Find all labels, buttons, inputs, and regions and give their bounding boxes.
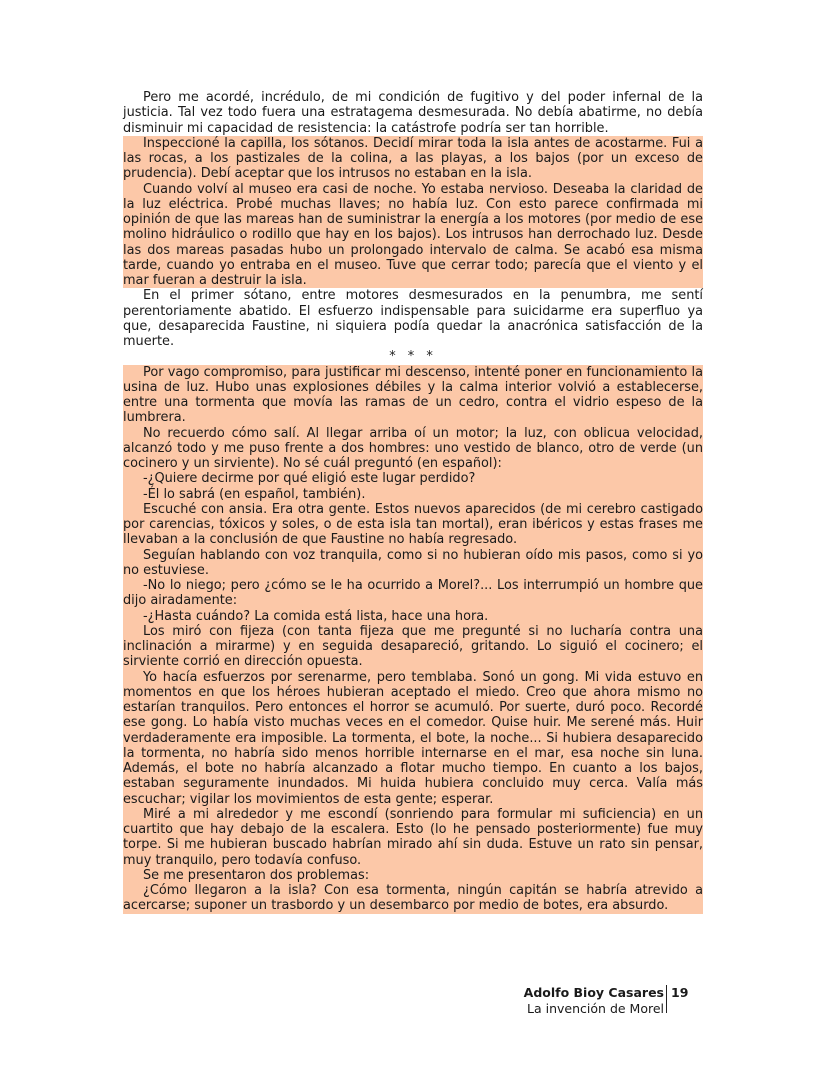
paragraph: -No lo niego; pero ¿cómo se le ha ocurrido a Morel?... Los interrumpió un hombre que dijo airadamente: [123,578,703,609]
paragraph: Yo hacía esfuerzos por serenarme, pero temblaba. Sonó un gong. Mi vida estuvo en momentos en que los héroes hubieran aceptado el miedo. Creo que ahora mismo no estarían tranquilos. Pero entonces el horror se acumuló. Por suerte, duró poco. Recordé ese gong. Lo había visto muchas veces en el comedor. Quise huir. Me serené más. Huir verdaderamente era imposible. La tormenta, el bote, la noche... Si hubiera desaparecido la tormenta, no habría sido menos horrible internarse en el mar, esa noche sin luna. Además, el bote no habría alcanzado a flotar mucho tiempo. En cuanto a los bajos, estaban seguramente inundados. Mi huida hubiera concluido muy cerca. Valía más escuchar; vigilar los movimientos de esta gente; esperar. [123,669,703,807]
paragraph: Por vago compromiso, para justificar mi descenso, intenté poner en funcionamiento la usina de luz. Hubo unas explosiones débiles y la calma interior volvió a establecerse, entre una tormenta que movía las ramas de un cedro, contra el vidrio espeso de la lumbrera. [123,364,703,426]
paragraph: Seguían hablando con voz tranquila, como si no hubieran oído mis pasos, como si yo no estuviese. [123,547,703,578]
footer [524,985,664,1017]
bottom-section [123,365,703,914]
paragraph: ¿Cómo llegaron a la isla? Con esa tormenta, ningún capitán se habría atrevido a acercarse; suponer un trasbordo y un desembarco por medio de botes, era absurdo. [123,883,703,914]
footer-author: Adolfo Bioy Casares [523,985,664,1000]
page-number: 19 [666,985,688,1013]
footer-book-title: La invención de Morel [527,1001,664,1016]
paragraph: Cuando volví al museo era casi de noche. Yo estaba nervioso. Deseaba la claridad de la luz eléctrica. Probé muchas llaves; no había luz. Con esto parece confirmada mi opinión de que las mareas han de suministrar la energía a los motores (por medio de ese molino hidráulico o rodillo que hay en los bajos). Los intrusos han derrochado luz. Desde las dos mareas pasadas hubo un prolongado intervalo de calma. Se acabó esa misma tarde, cuando yo entraba en el museo. Tuve que cerrar todo; parecía que el viento y el mar fueran a destruir la isla. [123,181,703,288]
paragraph: Se me presentaron dos problemas: [123,868,703,883]
paragraph: Escuché con ansia. Era otra gente. Estos nuevos aparecidos (de mi cerebro castigado por carencias, tóxicos y soles, o de esta isla tan mortal), eran ibéricos y estas frases me llevaban a la conclusión de que Faustine no había regresado. [123,501,703,548]
section-separator: * * * [389,349,437,365]
paragraph: Los miró con fijeza (con tanta fijeza que me pregunté si no lucharía contra una inclinación a mirarme) y en seguida desapareció, gritando. Lo siguió el cocinero; el sirviente corrió en dirección opuesta. [123,623,703,670]
paragraph: En el primer sótano, entre motores desmesurados en la penumbra, me sentí perentoriamente abatido. El esfuerzo indispensable para suicidarme era superfluo ya que, desaparecida Faustine, ni siquiera podía quedar la anacrónica satisfacción de la muerte. [123,288,703,349]
paragraph: Inspeccioné la capilla, los sótanos. Decidí mirar toda la isla antes de acostarme. Fui a las rocas, a los pastizales de la colina, a las playas, a los bajos (por un exceso de prudencia). Debí aceptar que los intrusos no estaban en la isla. [123,135,703,182]
top-section [123,90,703,349]
paragraph: Pero me acordé, incrédulo, de mi condición de fugitivo y del poder infernal de la justicia. Tal vez todo fuera una estratagema desmesurada. No debía abatirme, no debía disminuir mi capacidad de resistencia: la catástrofe podría ser tan horrible. [123,90,703,136]
paragraph: Miré a mi alrededor y me escondí (sonriendo para formular mi suficiencia) en un cuartito que hay debajo de la escalera. Esto (lo he pensado posteriormente) fue muy torpe. Si me hubieran buscado habrían mirado ahí sin duda. Estuve un rato sin pensar, muy tranquilo, pero todavía confuso. [123,806,703,868]
paragraph: -¿Hasta cuándo? La comida está lista, hace una hora. [123,609,703,624]
paragraph: No recuerdo cómo salí. Al llegar arriba oí un motor; la luz, con oblicua velocidad, alcanzó todo y me puso frente a dos hombres: uno vestido de blanco, otro de verde (un cocinero y un sirviente). No sé cuál preguntó (en español): [123,425,703,471]
paragraph: -¿Quiere decirme por qué eligió este lugar perdido? [123,471,703,486]
paragraph: -Él lo sabrá (en español, también). [123,487,703,502]
text-column [123,90,703,914]
